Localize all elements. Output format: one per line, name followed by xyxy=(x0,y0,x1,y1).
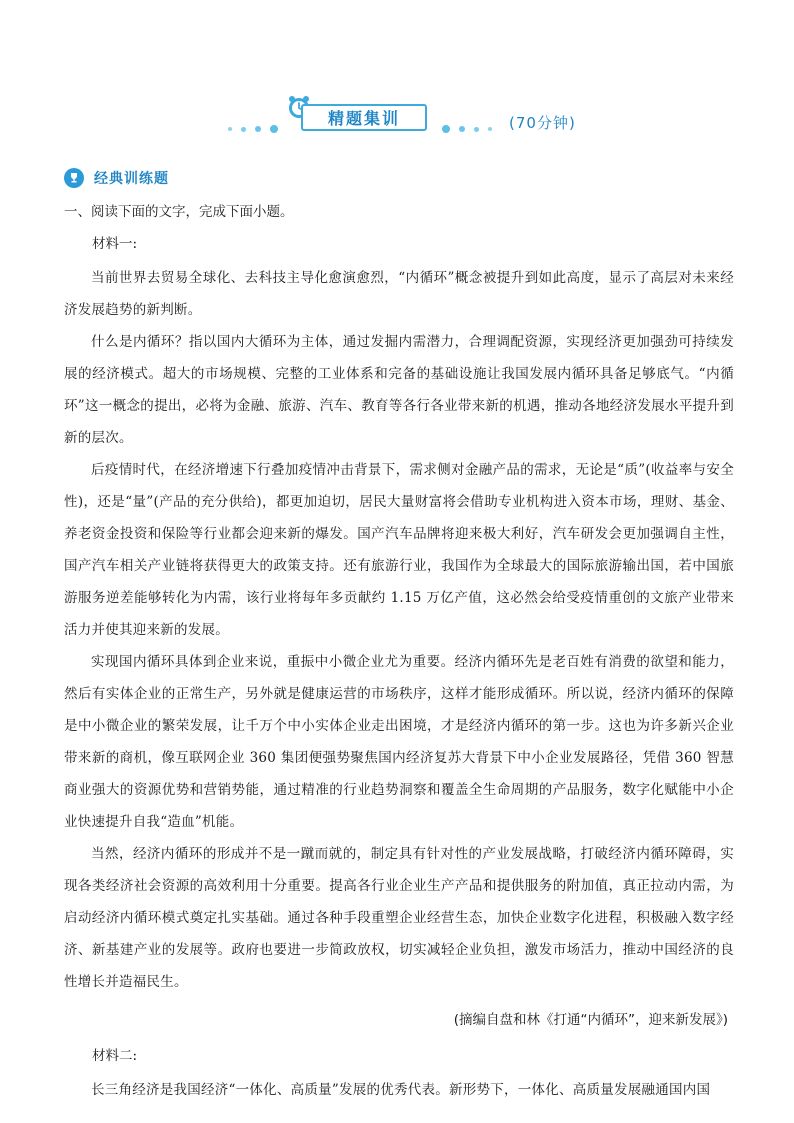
decorative-dots-right xyxy=(442,125,492,133)
paragraph: 长三角经济是我国经济“一体化、高质量”发展的优秀代表。新形势下，一体化、高质量发展融通国内国 xyxy=(91,1082,711,1098)
paragraph: 当然，经济内循环的形成并不是一蹴而就的，制定具有针对性的产业发展战略，打破经济内循环障碍，实现各类经济社会资源的高效利用十分重要。提高各行业企业生产产品和提供服务的附加值，真正拉动内需，为启动经济内循环模式奠定扎实基础。通过各种手段重塑企业经营生态，加快企业数字化进程，积极融入数字经济、新基建产业的发展等。政府也要进一步简政放权，切实减轻企业负担，激发市场活力，推动中国经济的良性增长并造福民生。 xyxy=(64,846,734,990)
dot xyxy=(442,125,450,133)
trophy-icon xyxy=(64,168,84,188)
material-two-label: 材料二: xyxy=(92,1048,138,1064)
section-heading xyxy=(64,168,169,188)
dot xyxy=(488,127,492,131)
dot xyxy=(255,126,261,132)
duration-label: (70分钟) xyxy=(509,114,576,132)
paragraph: 当前世界去贸易全球化、去科技主导化愈演愈烈，“内循环”概念被提升到如此高度，显示了高层对未来经济发展趋势的新判断。 xyxy=(64,270,734,318)
paragraph: 什么是内循环？指以国内大循环为主体，通过发掘内需潜力，合理调配资源，实现经济更加强劲可持续发展的经济模式。超大的市场规模、完整的工业体系和完备的基础设施让我国发展内循环具备足够底气。“内循环”这一概念的提出，必将为金融、旅游、汽车、教育等各行各业带来新的机遇，推动各地经济发展水平提升到新的层次。 xyxy=(64,334,734,446)
title-banner xyxy=(0,92,794,150)
reading-content xyxy=(64,198,734,1106)
dot xyxy=(228,127,232,131)
source-citation: (摘编自盘和林《打通“内循环”，迎来新发展》) xyxy=(453,1012,728,1028)
material-one-label: 材料一: xyxy=(92,236,138,252)
section-title: 经典训练题 xyxy=(94,171,169,187)
dot xyxy=(241,127,246,132)
title-box xyxy=(301,104,427,131)
dot xyxy=(474,127,479,132)
paragraph: 实现国内循环具体到企业来说，重振中小微企业尤为重要。经济内循环先是老百姓有消费的欲望和能力，然后有实体企业的正常生产，另外就是健康运营的市场秩序，这样才能形成循环。所以说，经济内循环的保障是中小微企业的繁荣发展，让千万个中小实体企业走出困境，才是经济内循环的第一步。这也为许多新兴企业带来新的商机，像互联网企业 360 集团便强势聚焦国内经济复苏大背景下中小企业发展路径，凭借 360 智慧商业强大的资源优势和营销势能，通过精准的行业趋势洞察和覆盖全生命周期的产品服务，数字化赋能中小企业快速提升自我“造血”机能。 xyxy=(64,654,734,830)
dot xyxy=(459,126,465,132)
page-title: 精题集训 xyxy=(327,109,400,128)
question-instruction: 一、阅读下面的文字，完成下面小题。 xyxy=(64,204,294,220)
paragraph: 后疫情时代，在经济增速下行叠加疫情冲击背景下，需求侧对金融产品的需求，无论是“质”(收益率与安全性)，还是“量”(产品的充分供给)，都更加迫切，居民大量财富将会借助专业机构进入资本市场，理财、基金、养老资金投资和保险等行业都会迎来新的爆发。国产汽车品牌将迎来极大利好，汽车研发会更加强调自主性，国产汽车相关产业链将获得更大的政策支持。还有旅游行业，我国作为全球最大的国际旅游输出国，若中国旅游服务逆差能够转化为内需，该行业将每年多贡献约 1.15 万亿产值，这必然会给受疫情重创的文旅产业带来活力并使其迎来新的发展。 xyxy=(64,462,734,638)
dot xyxy=(270,125,278,133)
decorative-dots-left xyxy=(228,125,278,133)
